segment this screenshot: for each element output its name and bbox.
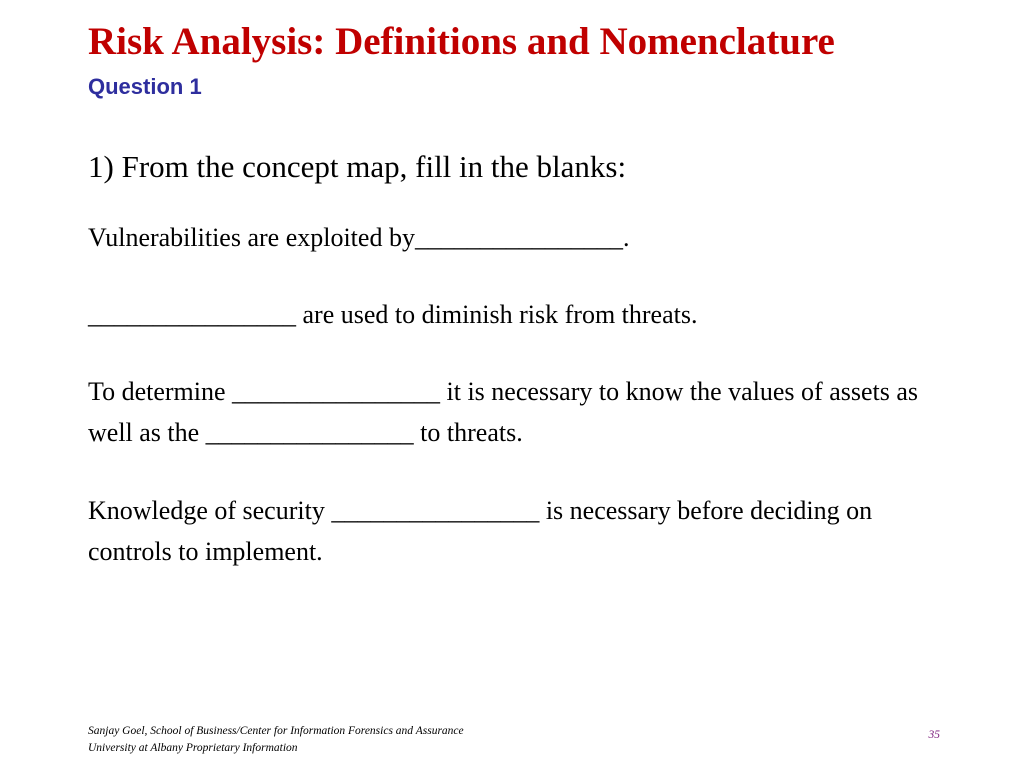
fill-blank-statement-3: To determine ________________ it is necessary to know the values of assets as well as the ________________ to threats.: [88, 377, 919, 447]
fill-blank-statement-4: Knowledge of security ________________ is necessary before deciding on controls to implement.: [88, 496, 873, 566]
footer-author-line: Sanjay Goel, School of Business/Center for Information Forensics and Assurance: [88, 725, 464, 737]
question-heading: 1) From the concept map, fill in the blanks:: [88, 149, 627, 184]
footer-proprietary-line: University at Albany Proprietary Information: [88, 742, 298, 754]
slide-subtitle: Question 1: [88, 74, 202, 99]
slide-title: Risk Analysis: Definitions and Nomenclature: [88, 20, 835, 63]
fill-blank-statement-1: Vulnerabilities are exploited by________________.: [88, 223, 630, 252]
page-number: 35: [928, 729, 940, 741]
fill-blank-statement-2: ________________ are used to diminish risk from threats.: [88, 300, 698, 329]
